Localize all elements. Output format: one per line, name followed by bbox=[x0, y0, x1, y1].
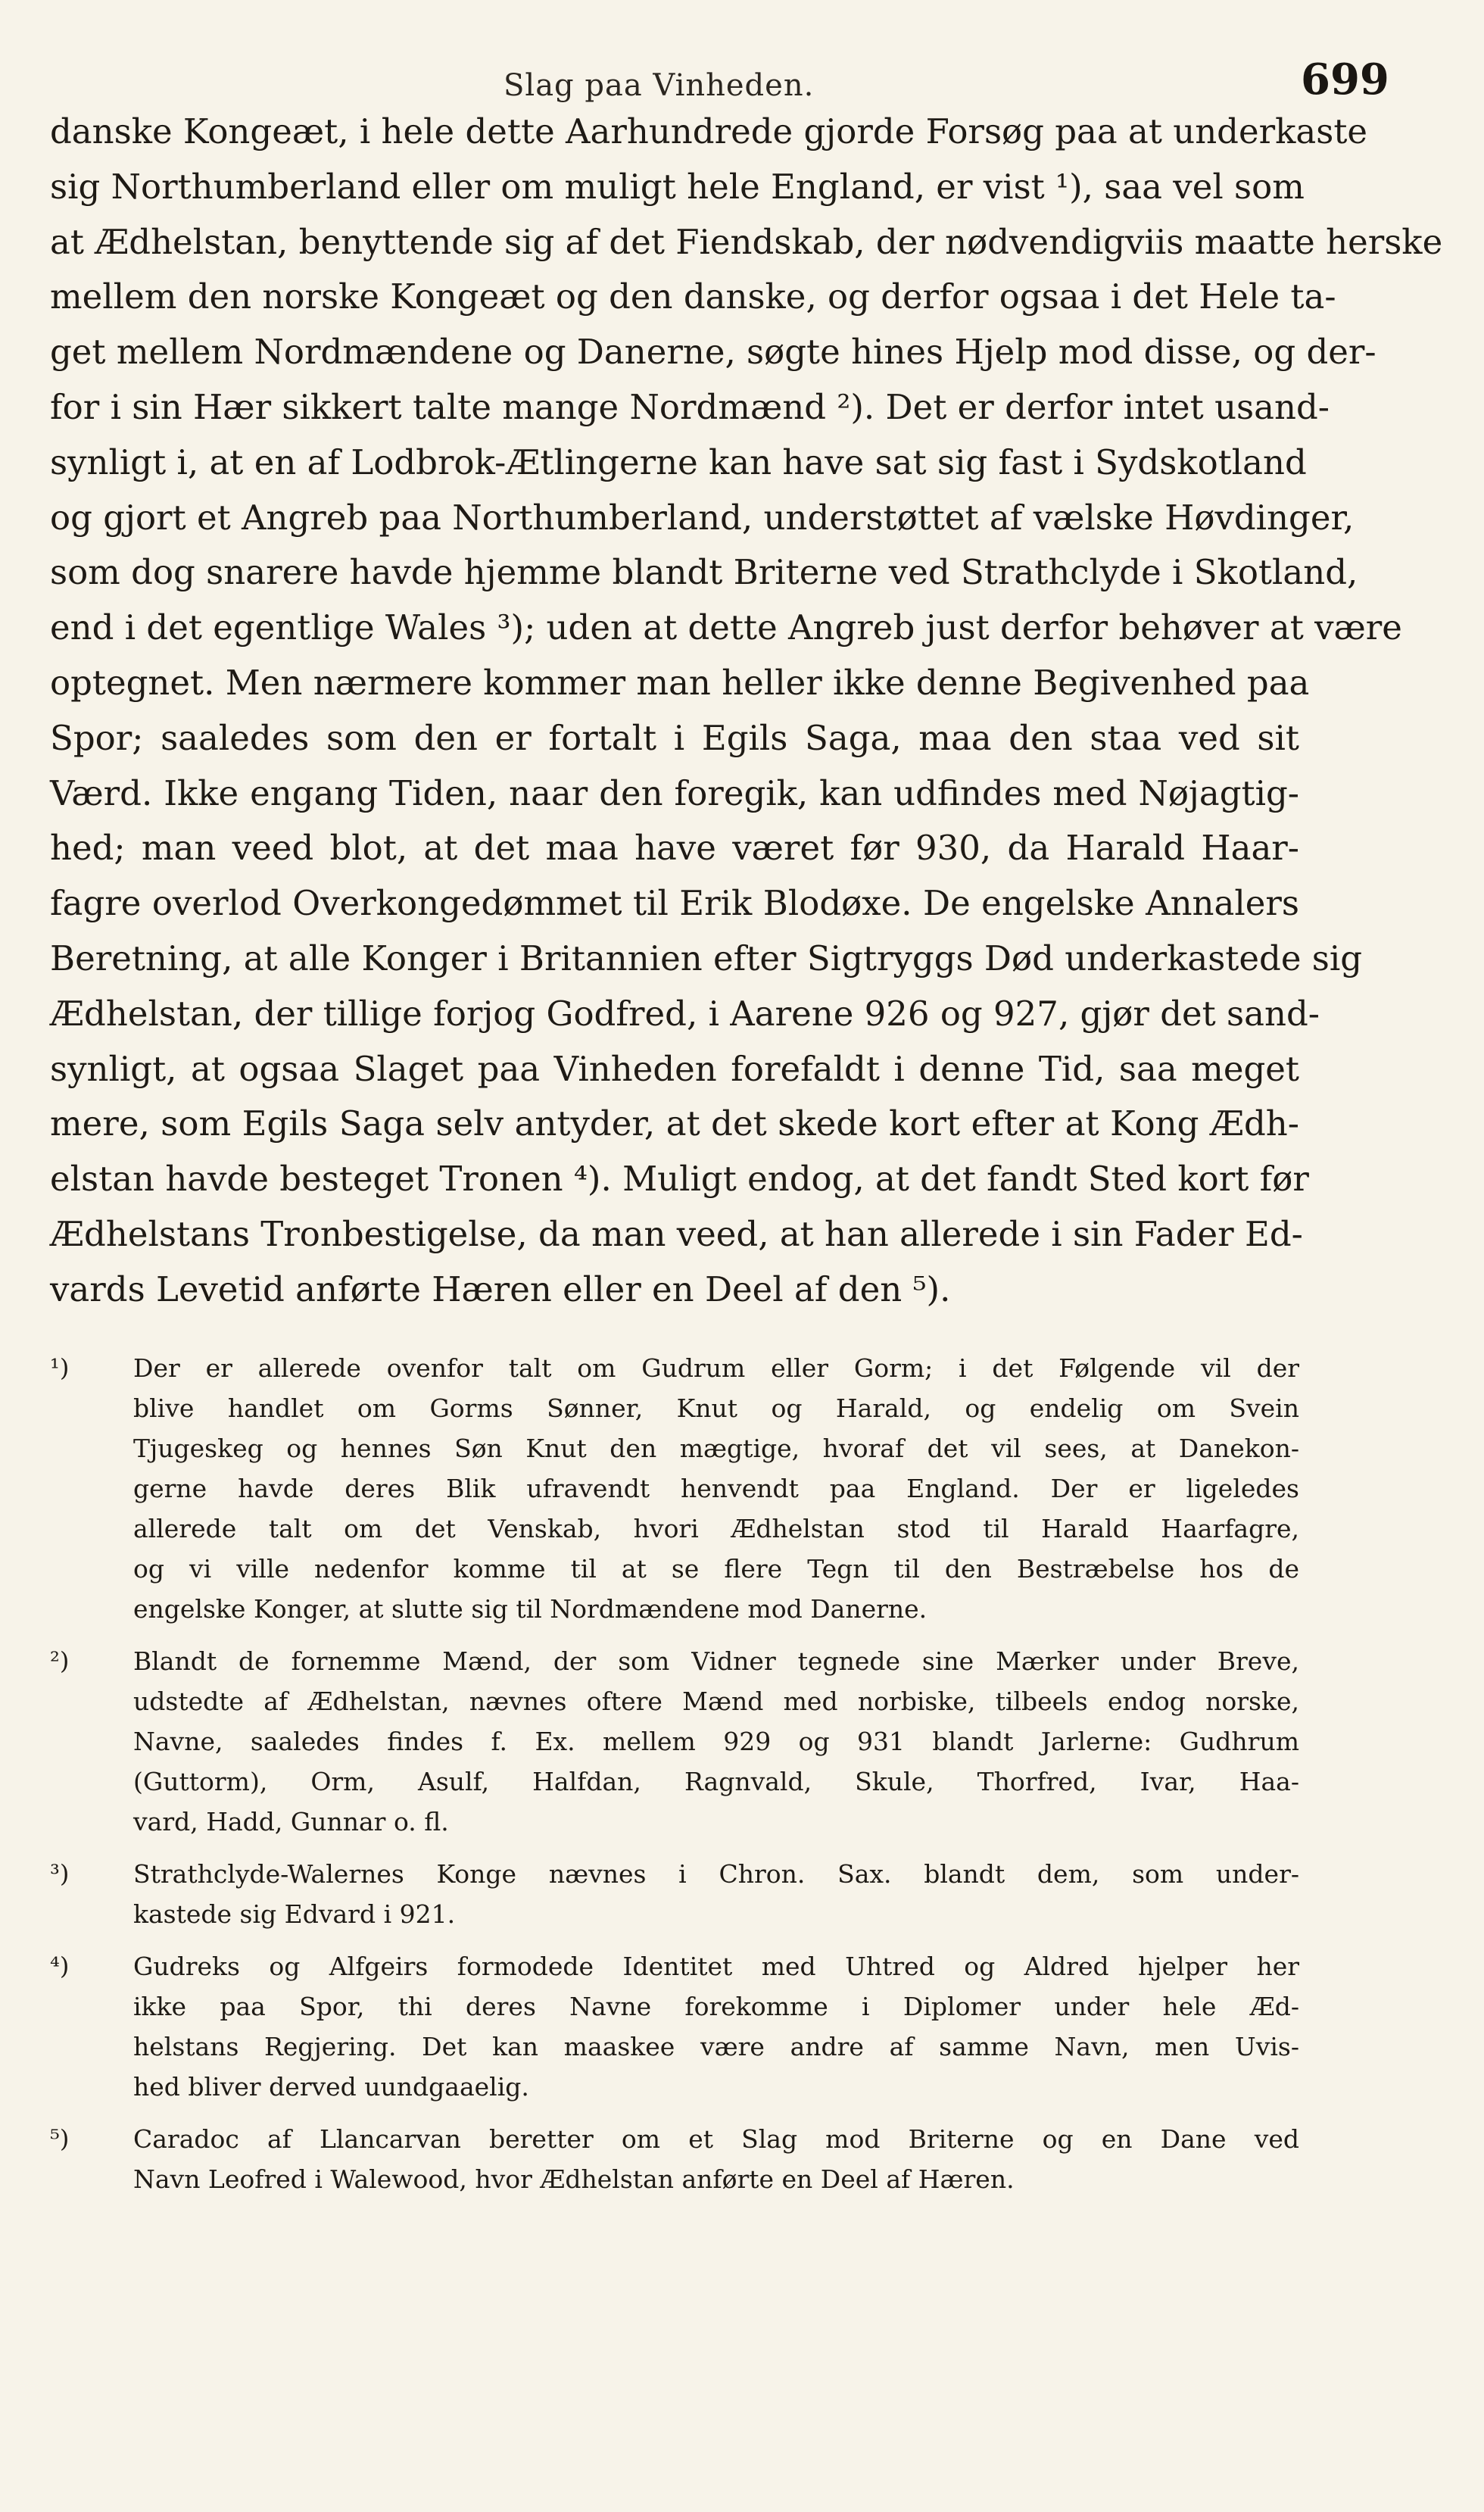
footnote-mark: ⁵) bbox=[50, 2124, 70, 2153]
footnote-line: allerede talt om det Venskab, hvori Ædhelstan stod til Harald Haarfagre, bbox=[133, 1514, 1299, 1543]
body-line: elstan havde besteget Tronen ⁴). Muligt endog, at det fandt Sted kort før bbox=[50, 1159, 1309, 1200]
body-line: optegnet. Men nærmere kommer man heller ikke denne Begivenhed paa bbox=[50, 662, 1310, 703]
footnote-line: kastede sig Edvard i 921. bbox=[133, 1899, 456, 1929]
footnote-line: Gudreks og Alfgeirs formodede Identitet med Uhtred og Aldred hjelper her bbox=[133, 1952, 1299, 1981]
footnote bbox=[50, 1854, 1299, 1934]
footnote bbox=[50, 1946, 1299, 2107]
body-line: Ædhelstans Tronbestigelse, da man veed, at han allerede i sin Fader Ed- bbox=[50, 1213, 1303, 1254]
footnote-line: Navn Leofred i Walewood, hvor Ædhelstan anførte en Deel af Hæren. bbox=[133, 2164, 1015, 2194]
footnote-mark: ³) bbox=[50, 1859, 70, 1888]
body-line: fagre overlod Overkongedømmet til Erik Blodøxe. De engelske Annalers bbox=[50, 883, 1299, 924]
body-line: end i det egentlige Wales ³); uden at dette Angreb just derfor behøver at være bbox=[50, 607, 1402, 648]
footnote-line: Der er allerede ovenfor talt om Gudrum eller Gorm; i det Følgende vil der bbox=[133, 1353, 1299, 1383]
running-title: Slag paa Vinheden. bbox=[504, 68, 815, 103]
body-line: som dog snarere havde hjemme blandt Briterne ved Strathclyde i Skotland, bbox=[50, 552, 1358, 593]
body-line: get mellem Nordmændene og Danerne, søgte hines Hjelp mod disse, og der- bbox=[50, 332, 1376, 373]
footnote-line: (Guttorm), Orm, Asulf, Halfdan, Ragnvald, Skule, Thorfred, Ivar, Haa- bbox=[133, 1767, 1299, 1796]
footnote-line: vard, Hadd, Gunnar o. fl. bbox=[133, 1807, 449, 1836]
footnote bbox=[50, 2119, 1299, 2199]
footnote-mark: ⁴) bbox=[50, 1952, 70, 1980]
footnote-line: Tjugeskeg og hennes Søn Knut den mægtige, hvoraf det vil sees, at Danekon- bbox=[133, 1434, 1299, 1463]
footnote-line: udstedte af Ædhelstan, nævnes oftere Mænd med norbiske, tilbeels endog norske, bbox=[133, 1687, 1299, 1716]
footnote-line: Blandt de fornemme Mænd, der som Vidner tegnede sine Mærker under Breve, bbox=[133, 1646, 1299, 1676]
body-line: Værd. Ikke engang Tiden, naar den foregik, kan udfindes med Nøjagtig- bbox=[50, 772, 1299, 813]
body-line: synligt, at ogsaa Slaget paa Vinheden forefaldt i denne Tid, saa meget bbox=[50, 1048, 1299, 1089]
footnote-line: Strathclyde-Walernes Konge nævnes i Chron. Sax. blandt dem, som under- bbox=[133, 1859, 1299, 1889]
footnote-line: gerne havde deres Blik ufravendt henvendt paa England. Der er ligeledes bbox=[133, 1474, 1299, 1503]
body-line: vards Levetid anførte Hæren eller en Deel af den ⁵). bbox=[50, 1268, 951, 1309]
body-line: sig Northumberland eller om muligt hele England, er vist ¹), saa vel som bbox=[50, 166, 1305, 207]
body-line: Beretning, at alle Konger i Britannien efter Sigtryggs Død underkastede sig bbox=[50, 938, 1363, 978]
footnote bbox=[50, 1348, 1299, 1629]
body-line: for i sin Hær sikkert talte mange Nordmænd ²). Det er derfor intet usand- bbox=[50, 386, 1330, 427]
body-line: danske Kongeæt, i hele dette Aarhundrede gjorde Forsøg paa at underkaste bbox=[50, 111, 1368, 151]
footnote bbox=[50, 1641, 1299, 1842]
footnote-line: helstans Regjering. Det kan maaskee være andre af samme Navn, men Uvis- bbox=[133, 2032, 1299, 2061]
page-header bbox=[0, 47, 1484, 108]
footnote-line: og vi ville nedenfor komme til at se flere Tegn til den Bestræbelse hos de bbox=[133, 1554, 1299, 1584]
body-line: mere, som Egils Saga selv antyder, at det skede kort efter at Kong Ædh- bbox=[50, 1103, 1299, 1144]
body-line: at Ædhelstan, benyttende sig af det Fiendskab, der nødvendigviis maatte herske bbox=[50, 221, 1443, 262]
footnote-line: engelske Konger, at slutte sig til Nordmændene mod Danerne. bbox=[133, 1594, 928, 1624]
footnote-line: Navne, saaledes findes f. Ex. mellem 929 og 931 blandt Jarlerne: Gudhrum bbox=[133, 1727, 1299, 1756]
main-text bbox=[50, 105, 1443, 1318]
body-line: Ædhelstan, der tillige forjog Godfred, i Aarene 926 og 927, gjør det sand- bbox=[50, 993, 1320, 1034]
footnote-mark: ²) bbox=[50, 1646, 70, 1675]
body-line: mellem den norske Kongeæt og den danske, og derfor ogsaa i det Hele ta- bbox=[50, 276, 1336, 317]
footnote-mark: ¹) bbox=[50, 1353, 70, 1382]
page-number: 699 bbox=[1301, 55, 1389, 105]
footnote-line: hed bliver derved uundgaaelig. bbox=[133, 2072, 529, 2102]
footnote-line: blive handlet om Gorms Sønner, Knut og Harald, og endelig om Svein bbox=[133, 1393, 1299, 1423]
body-line: Spor; saaledes som den er fortalt i Egils Saga, maa den staa ved sit bbox=[50, 717, 1299, 758]
body-line: hed; man veed blot, at det maa have været før 930, da Harald Haar- bbox=[50, 828, 1299, 869]
footnotes bbox=[50, 1348, 1299, 2211]
body-line: synligt i, at en af Lodbrok-Ætlingerne kan have sat sig fast i Sydskotland bbox=[50, 442, 1307, 482]
footnote-line: Caradoc af Llancarvan beretter om et Slag mod Briterne og en Dane ved bbox=[133, 2124, 1299, 2154]
body-line: og gjort et Angreb paa Northumberland, understøttet af vælske Høvdinger, bbox=[50, 497, 1355, 538]
footnote-line: ikke paa Spor, thi deres Navne forekomme i Diplomer under hele Æd- bbox=[133, 1992, 1299, 2021]
